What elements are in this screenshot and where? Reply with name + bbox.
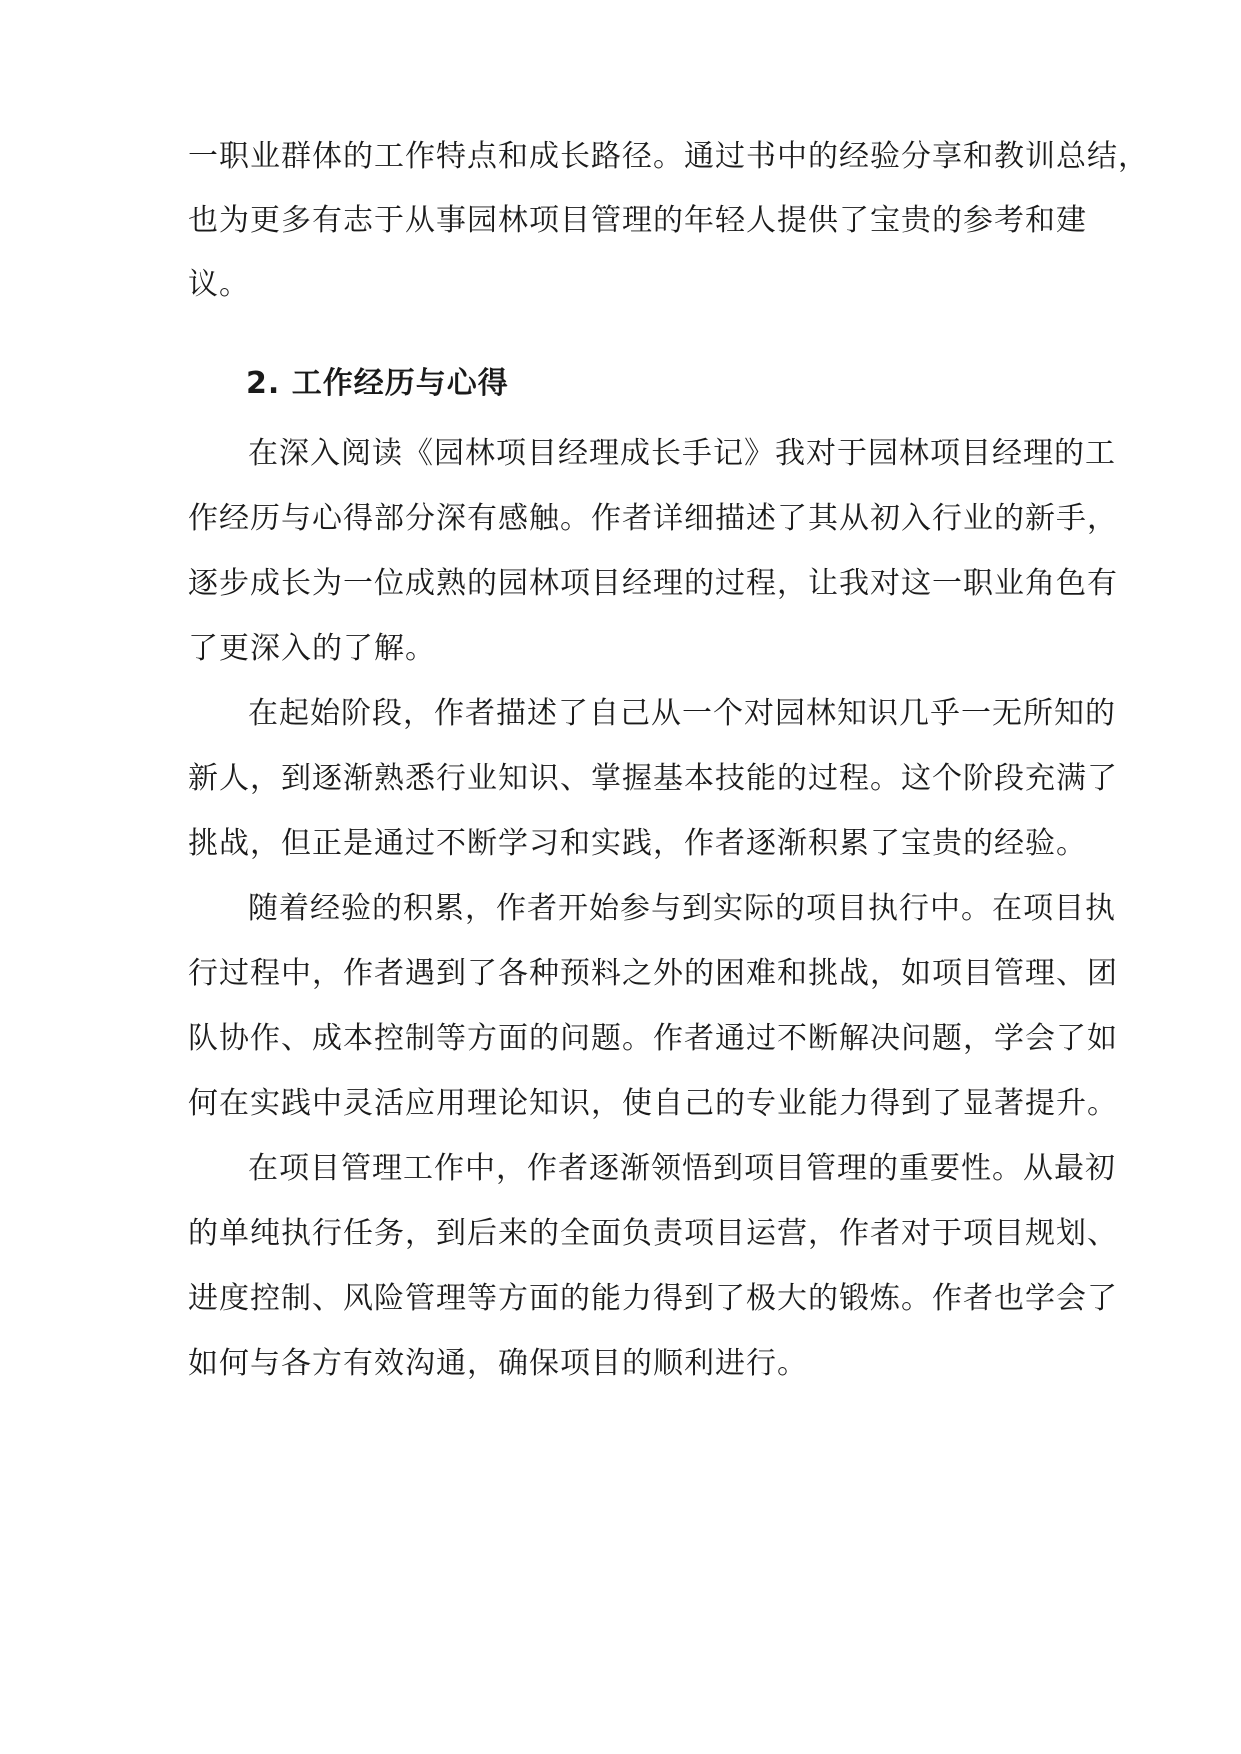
text-line: 随着经验的积累，作者开始参与到实际的项目执行中。在项目执	[248, 891, 1116, 926]
text-line: 在项目管理工作中，作者逐渐领悟到项目管理的重要性。从最初	[248, 1151, 1116, 1186]
text-line: 何在实践中灵活应用理论知识，使自己的专业能力得到了显著提升。	[188, 1086, 1118, 1121]
text-line: 进度控制、风险管理等方面的能力得到了极大的锻炼。作者也学会了	[188, 1281, 1118, 1316]
text-line: 在起始阶段，作者描述了自己从一个对园林知识几乎一无所知的	[248, 696, 1116, 731]
text-line: 的单纯执行任务，到后来的全面负责项目运营，作者对于项目规划、	[188, 1216, 1118, 1251]
text-line: 一职业群体的工作特点和成长路径。通过书中的经验分享和教训总结，	[188, 139, 1149, 174]
text-line: 也为更多有志于从事园林项目管理的年轻人提供了宝贵的参考和建	[188, 203, 1087, 238]
text-line: 新人，到逐渐熟悉行业知识、掌握基本技能的过程。这个阶段充满了	[188, 761, 1118, 796]
text-line: 逐步成长为一位成熟的园林项目经理的过程，让我对这一职业角色有	[188, 566, 1118, 601]
section-heading: 2. 工作经历与心得	[246, 366, 509, 401]
text-line: 了更深入的了解。	[188, 631, 436, 666]
text-line: 行过程中，作者遇到了各种预料之外的困难和挑战，如项目管理、团	[188, 956, 1118, 991]
text-line: 在深入阅读《园林项目经理成长手记》我对于园林项目经理的工	[248, 436, 1116, 471]
text-line: 议。	[188, 267, 250, 302]
text-line: 队协作、成本控制等方面的问题。作者通过不断解决问题，学会了如	[188, 1021, 1118, 1056]
text-line: 作经历与心得部分深有感触。作者详细描述了其从初入行业的新手，	[188, 501, 1118, 536]
text-line: 如何与各方有效沟通，确保项目的顺利进行。	[188, 1346, 808, 1381]
text-line: 挑战，但正是通过不断学习和实践，作者逐渐积累了宝贵的经验。	[188, 826, 1087, 861]
